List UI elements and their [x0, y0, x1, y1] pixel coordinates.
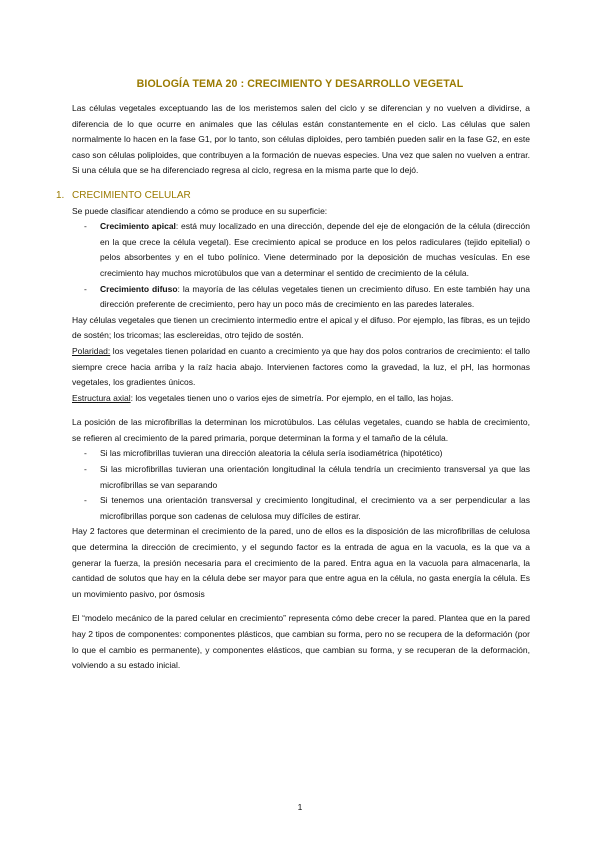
dash-bullet: -	[84, 448, 87, 459]
microfibrils-paragraph: La posición de las microfibrillas la determinan los microtúbulos. Las células vegetales, cuando se habla de crecimiento, se refieren al crecimiento de la pared primaria, porque determinan la forma y el tamaño de la célula.	[72, 417, 530, 443]
axial-paragraph	[72, 391, 530, 407]
microfibril-cases-list	[72, 446, 530, 524]
list-item	[72, 446, 530, 462]
section-heading-text: CRECIMIENTO CELULAR	[72, 189, 191, 201]
case-text: Si las microfibrillas tuvieran una orientación longitudinal la célula tendría un crecimiento transversal ya que las microfibrillas se van separando	[100, 464, 530, 490]
axial-term: Estructura axial	[72, 392, 131, 403]
document-body	[56, 101, 531, 674]
polarity-text: los vegetales tienen polaridad en cuanto a crecimiento ya que hay dos polos contrarios de crecimiento: el tallo siempre crece hacia arriba y la raíz hacia abajo. Intervienen factores como la gravedad, la luz, el pH, las hormonas vegetales, los gradientes únicos.	[72, 345, 530, 388]
model-paragraph: El “modelo mecánico de la pared celular en crecimiento” representa cómo debe crecer la pared. Plantea que en la pared hay 2 tipos de componentes: componentes plásticos, que cambian su forma, pero no se recupera de la deformación (por lo que el cambio es permanente), y componentes elásticos, que cambian su forma, y se recuperan de la deformación, volviendo a su estado inicial.	[72, 613, 530, 671]
axial-text: : los vegetales tienen uno o varios ejes de simetría. Por ejemplo, en el tallo, las hojas.	[130, 392, 454, 403]
growth-text: : la mayoría de las células vegetales tienen un crecimiento difuso. En este también hay una dirección preferente de crecimiento, pero hay un poco más de crecimiento en las paredes laterales.	[100, 283, 530, 310]
list-item	[72, 493, 530, 524]
polarity-paragraph	[72, 344, 530, 391]
document-title: BIOLOGÍA TEMA 20 : CRECIMIENTO Y DESARROLLO VEGETAL	[136, 78, 464, 90]
polarity-term: Polaridad:	[72, 345, 111, 356]
list-item	[72, 462, 530, 493]
growth-types-list	[72, 219, 530, 313]
case-text: Si las microfibrillas tuvieran una dirección aleatoria la célula sería isodiamétrica (hipotético)	[100, 448, 443, 459]
intermediate-paragraph: Hay células vegetales que tienen un crecimiento intermedio entre el apical y el difuso. Por ejemplo, las fibras, es un tejido de sostén; los tricomas; las esclereidas, otro tejido de sostén.	[72, 314, 530, 341]
growth-term: Crecimiento apical	[100, 221, 176, 232]
dash-bullet: -	[84, 221, 87, 232]
growth-text: : está muy localizado en una dirección, depende del eje de elongación de la célula (dirección en la que crece la célula vegetal). Ese crecimiento apical se produce en los pelos radiculares (tejido epitelial) o pelos absorbentes y en el tubo polínico. Viene determinado por la deposición de muchas vesículas. En ese crecimiento hay muchos microtúbulos que van a determinar el sentido de crecimiento de la célula.	[100, 221, 531, 278]
case-text: Si tenemos una orientación transversal y crecimiento longitudinal, el crecimiento va a ser perpendicular a las microfibrillas porque son cadenas de celulosa muy difíciles de estirar.	[100, 495, 530, 521]
intro-paragraph: Las células vegetales exceptuando las de los meristemos salen del ciclo y se diferencian y no vuelven a dividirse, a diferencia de lo que ocurre en animales que las células están constantemente en el ciclo. Las células que salen normalmente lo hacen en la fase G1, por lo tanto, son células diploides, pero también pueden salir en la fase G2, en este caso son células poliploides, que contribuyen a la formación de nuevas especies. Una vez que salen no vuelven a entrar. Si una célula que se ha diferenciado regresa al ciclo, regresa en la misma parte que lo dejó.	[72, 103, 530, 176]
section-lead: Se puede clasificar atendiendo a cómo se produce en su superficie:	[72, 205, 328, 216]
dash-bullet: -	[84, 464, 87, 475]
section-number: 1.	[56, 189, 65, 201]
section-heading	[56, 188, 530, 204]
dash-bullet: -	[84, 283, 87, 294]
growth-term: Crecimiento difuso	[100, 283, 178, 294]
page-number: 1	[297, 802, 303, 812]
list-item	[72, 219, 530, 281]
factors-paragraph: Hay 2 factores que determinan el crecimiento de la pared, uno de ellos es la disposición de las microfibrillas de celulosa que determina la dirección de crecimiento, y el segundo factor es la entrada de agua en la vacuola, es la que va a generar la fuerza, la presión necesaria para el crecimiento de la pared. Entra agua en la vacuola para almacenarla, la cantidad de solutos que hay en la célula debe ser mayor para que entre agua en la célula, no gasta energía la célula. Es un movimiento pasivo, por ósmosis	[72, 526, 530, 599]
list-item	[72, 282, 530, 313]
dash-bullet: -	[84, 495, 87, 506]
